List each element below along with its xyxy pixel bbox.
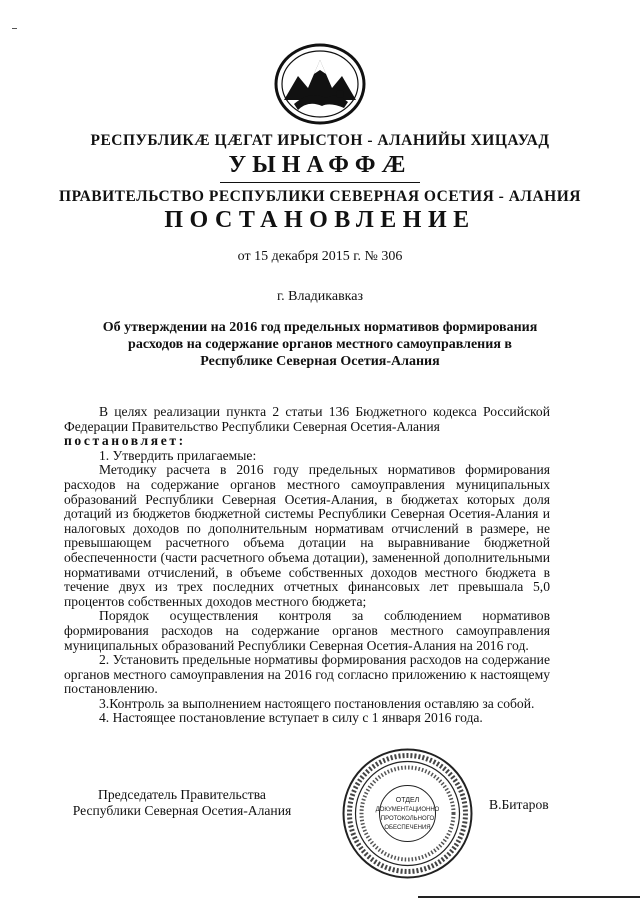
header-ossetian-republic: РЕСПУБЛИКӔ ЦӔГАТ ИРЫСТОН - АЛАНИЙЫ ХИЦАУАД	[90, 132, 550, 149]
stamp-center-text: ДОКУМЕНТАЦИОННО	[375, 807, 440, 813]
footer-line	[418, 896, 640, 898]
document-type-title: ПОСТАНОВЛЕНИЕ	[164, 207, 476, 233]
stamp-center-text: ОБЕСПЕЧЕНИЯ	[384, 825, 431, 831]
header-ossetian-decree: УЫНАФФӔ	[228, 152, 412, 178]
body-paragraph: 3.Контроль за выполнением настоящего постановления оставляю за собой.	[99, 695, 535, 711]
official-stamp-icon	[340, 746, 475, 881]
header-divider	[220, 182, 420, 183]
body-paragraph: В целях реализации пункта 2 статьи 136 Бюджетного кодекса Российской Федерации Правительство Республики Северная Осетия-Алания	[64, 404, 550, 434]
heading-line: Об утверждении на 2016 год предельных нормативов формирования	[102, 320, 538, 335]
signatory-position-line: Председатель Правительства	[98, 787, 266, 802]
header-government: ПРАВИТЕЛЬСТВО РЕСПУБЛИКИ СЕВЕРНАЯ ОСЕТИЯ - АЛАНИЯ	[59, 188, 581, 205]
coat-of-arms-emblem-icon	[270, 42, 370, 126]
body-paragraph: 4. Настоящее постановление вступает в силу с 1 января 2016 года.	[99, 710, 483, 726]
body-paragraph: Порядок осуществления контроля за соблюдением нормативов формирования расходов на содержание органов местного самоуправления муниципальных образований Республики Северная Осетия-Алания на 2016 год.	[64, 608, 550, 653]
signatory-position	[62, 787, 302, 819]
body-paragraph: 2. Установить предельные нормативы формирования расходов на содержание органов местного самоуправления на 2016 год согласно приложению к настоящему постановлению.	[64, 652, 550, 697]
decree-word: постановляет:	[64, 433, 186, 449]
document-date-number: от 15 декабря 2015 г. № 306	[237, 249, 403, 264]
body-paragraph: Методику расчета в 2016 году предельных нормативов формирования расходов на содержание органов местного самоуправления муниципальных образований Республики Северная Осетия-Алания, в бюджетах которых доля дотаций из бюджетов бюджетной системы Республики Северная Осетия-Алания и налоговых доходов по дополнительным нормативам отчислений в размере, не превышающем расчетного объема дотации на выравнивание бюджетной обеспеченности (части расчетного объема дотации), замененной дополнительными нормативами отчислений, в объеме собственных доходов местного бюджета в течение двух из трех последних отчетных финансовых лет превышала 5,0 процентов собственных доходов местного бюджета;	[64, 462, 550, 609]
body-paragraph: 1. Утвердить прилагаемые:	[99, 447, 257, 463]
document-city: г. Владикавказ	[276, 289, 364, 304]
document-heading	[0, 319, 640, 370]
heading-line: Республике Северная Осетия-Алания	[200, 354, 440, 369]
document-body	[64, 405, 550, 726]
signatory-name: В.Битаров	[489, 797, 549, 812]
heading-line: расходов на содержание органов местного самоуправления в	[128, 337, 512, 352]
signatory-position-line: Республики Северная Осетия-Алания	[72, 803, 292, 818]
stamp-center-text: ПРОТОКОЛЬНОГО	[380, 816, 435, 822]
scan-mark	[12, 28, 17, 29]
stamp-center-text: ОТДЕЛ	[395, 797, 420, 804]
